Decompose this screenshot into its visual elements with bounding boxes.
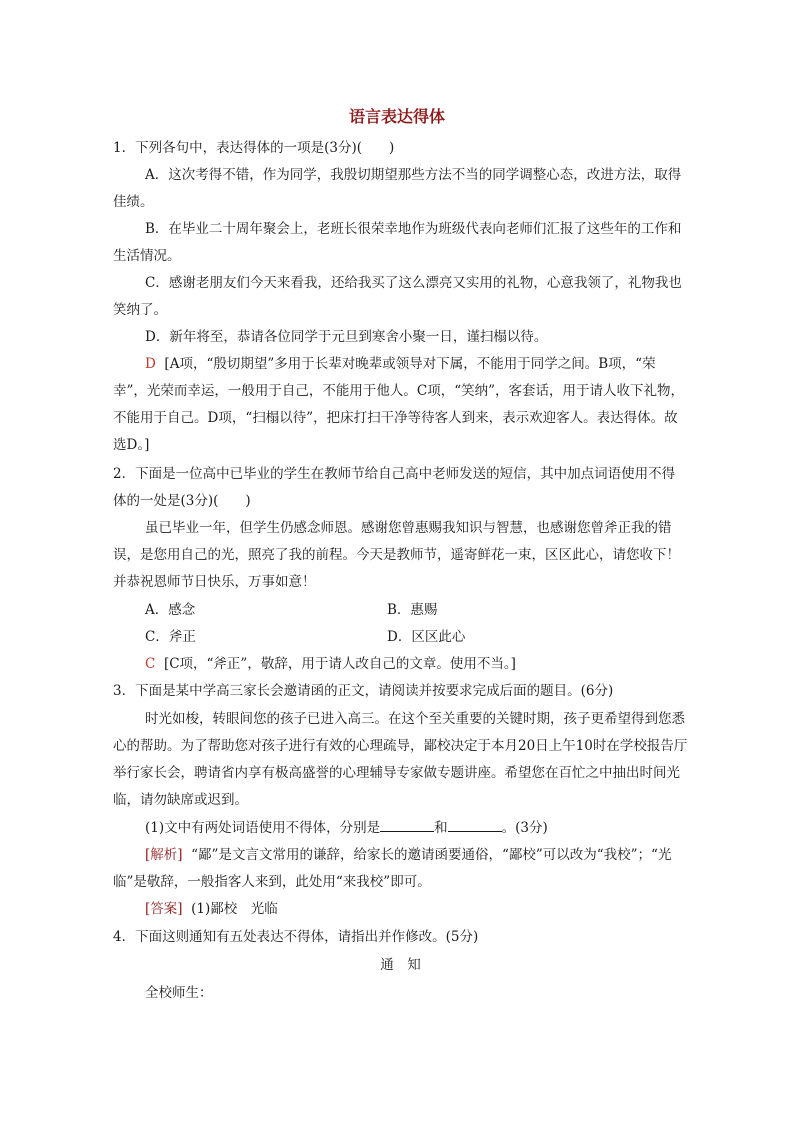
q1-option-c: C．感谢老朋友们今天来看我，还给我买了这么漂亮又实用的礼物，心意我领了，礼物我也笑纳了。 bbox=[113, 275, 682, 318]
q1-stem: 1．下列各句中，表达得体的一项是(3分)( ) bbox=[113, 140, 395, 156]
q2-answer bbox=[113, 651, 688, 678]
q2-option-b: B．惠赐 bbox=[387, 602, 438, 618]
q1-option-b: B．在毕业二十周年聚会上，老班长很荣幸地作为班级代表向老师们汇报了这些年的工作和生活情况。 bbox=[113, 221, 682, 264]
q2-passage: 虽已毕业一年，但学生仍感念师恩。感谢您曾惠赐我知识与智慧，也感谢您曾斧正我的错误，是您用自己的光，照亮了我的前程。今天是教师节，遥寄鲜花一束，区区此心，请您收下！并恭祝恩师节日快乐，万事如意！ bbox=[113, 520, 680, 590]
q2-option-c: C．斧正 bbox=[145, 629, 196, 645]
q2-answer-letter: C bbox=[145, 656, 156, 672]
q3-answer bbox=[113, 896, 688, 923]
answer-blank-1[interactable] bbox=[380, 817, 434, 832]
q3-analysis bbox=[113, 842, 688, 896]
q3-stem: 3．下面是某中学高三家长会邀请函的正文，请阅读并按要求完成后面的题目。(6分) bbox=[113, 683, 614, 699]
q1-answer-letter: D bbox=[145, 356, 156, 372]
q3-passage: 时光如梭，转眼间您的孩子已进入高三。在这个至关重要的关键时期，孩子更希望得到您悉心的帮助。为了帮助您对孩子进行有效的心理疏导，鄙校决定于本月20日上午10时在学校报告厅举行家长会，聘请省内享有极高盛誉的心理辅导专家做专题讲座。希望您在百忙之中抽出时间光临，请勿缺席或迟到。 bbox=[113, 711, 688, 808]
q2-option-d: D．区区此心 bbox=[387, 629, 466, 645]
q2-explanation: [C项，“斧正”，敬辞，用于请人改自己的文章。使用不当。] bbox=[163, 656, 516, 672]
q1-explanation: [A项，“殷切期望”多用于长辈对晚辈或领导对下属，不能用于同学之间。B项，“荣幸”，光荣而幸运，一般用于自己，不能用于他人。C项，“笑纳”，客套话，用于请人收下礼物，不能用于自己。D项，“扫榻以待”，把床打扫干净等待客人到来，表示欢迎客人。表达得体。故选D。] bbox=[113, 356, 685, 453]
analysis-label: [解析] bbox=[145, 847, 183, 863]
q1-answer bbox=[113, 351, 688, 459]
page-title: 语言表达得体 bbox=[348, 107, 445, 126]
q2-option-a: A．感念 bbox=[145, 602, 196, 618]
q4-stem: 4．下面这则通知有五处表达不得体，请指出并作修改。(5分) bbox=[113, 929, 479, 945]
notice-title: 通 知 bbox=[380, 957, 421, 973]
q1-option-d: D．新年将至，恭请各位同学于元旦到寒舍小聚一日，谨扫榻以待。 bbox=[145, 329, 548, 345]
q1-option-a: A．这次考得不错，作为同学，我殷切期望那些方法不当的同学调整心态，改进方法，取得佳绩。 bbox=[113, 167, 682, 210]
q3-answer-text: (1)鄙校 光临 bbox=[191, 901, 278, 917]
q3-subquestion: (1)文中有两处词语使用不得体，分别是 和 。(3分) bbox=[113, 815, 688, 842]
q3-analysis-text: “鄙”是文言文常用的谦辞，给家长的邀请函要通俗，“鄙校”可以改为“我校”；“光临”是敬辞，一般指客人来到，此处用“来我校”即可。 bbox=[113, 847, 672, 890]
answer-blank-2[interactable] bbox=[448, 817, 502, 832]
q2-stem: 2．下面是一位高中已毕业的学生在教师节给自己高中老师发送的短信，其中加点词语使用不得体的一处是(3分)( ) bbox=[113, 466, 676, 509]
notice-salutation: 全校师生： bbox=[145, 985, 213, 1001]
answer-label: [答案] bbox=[145, 901, 183, 917]
